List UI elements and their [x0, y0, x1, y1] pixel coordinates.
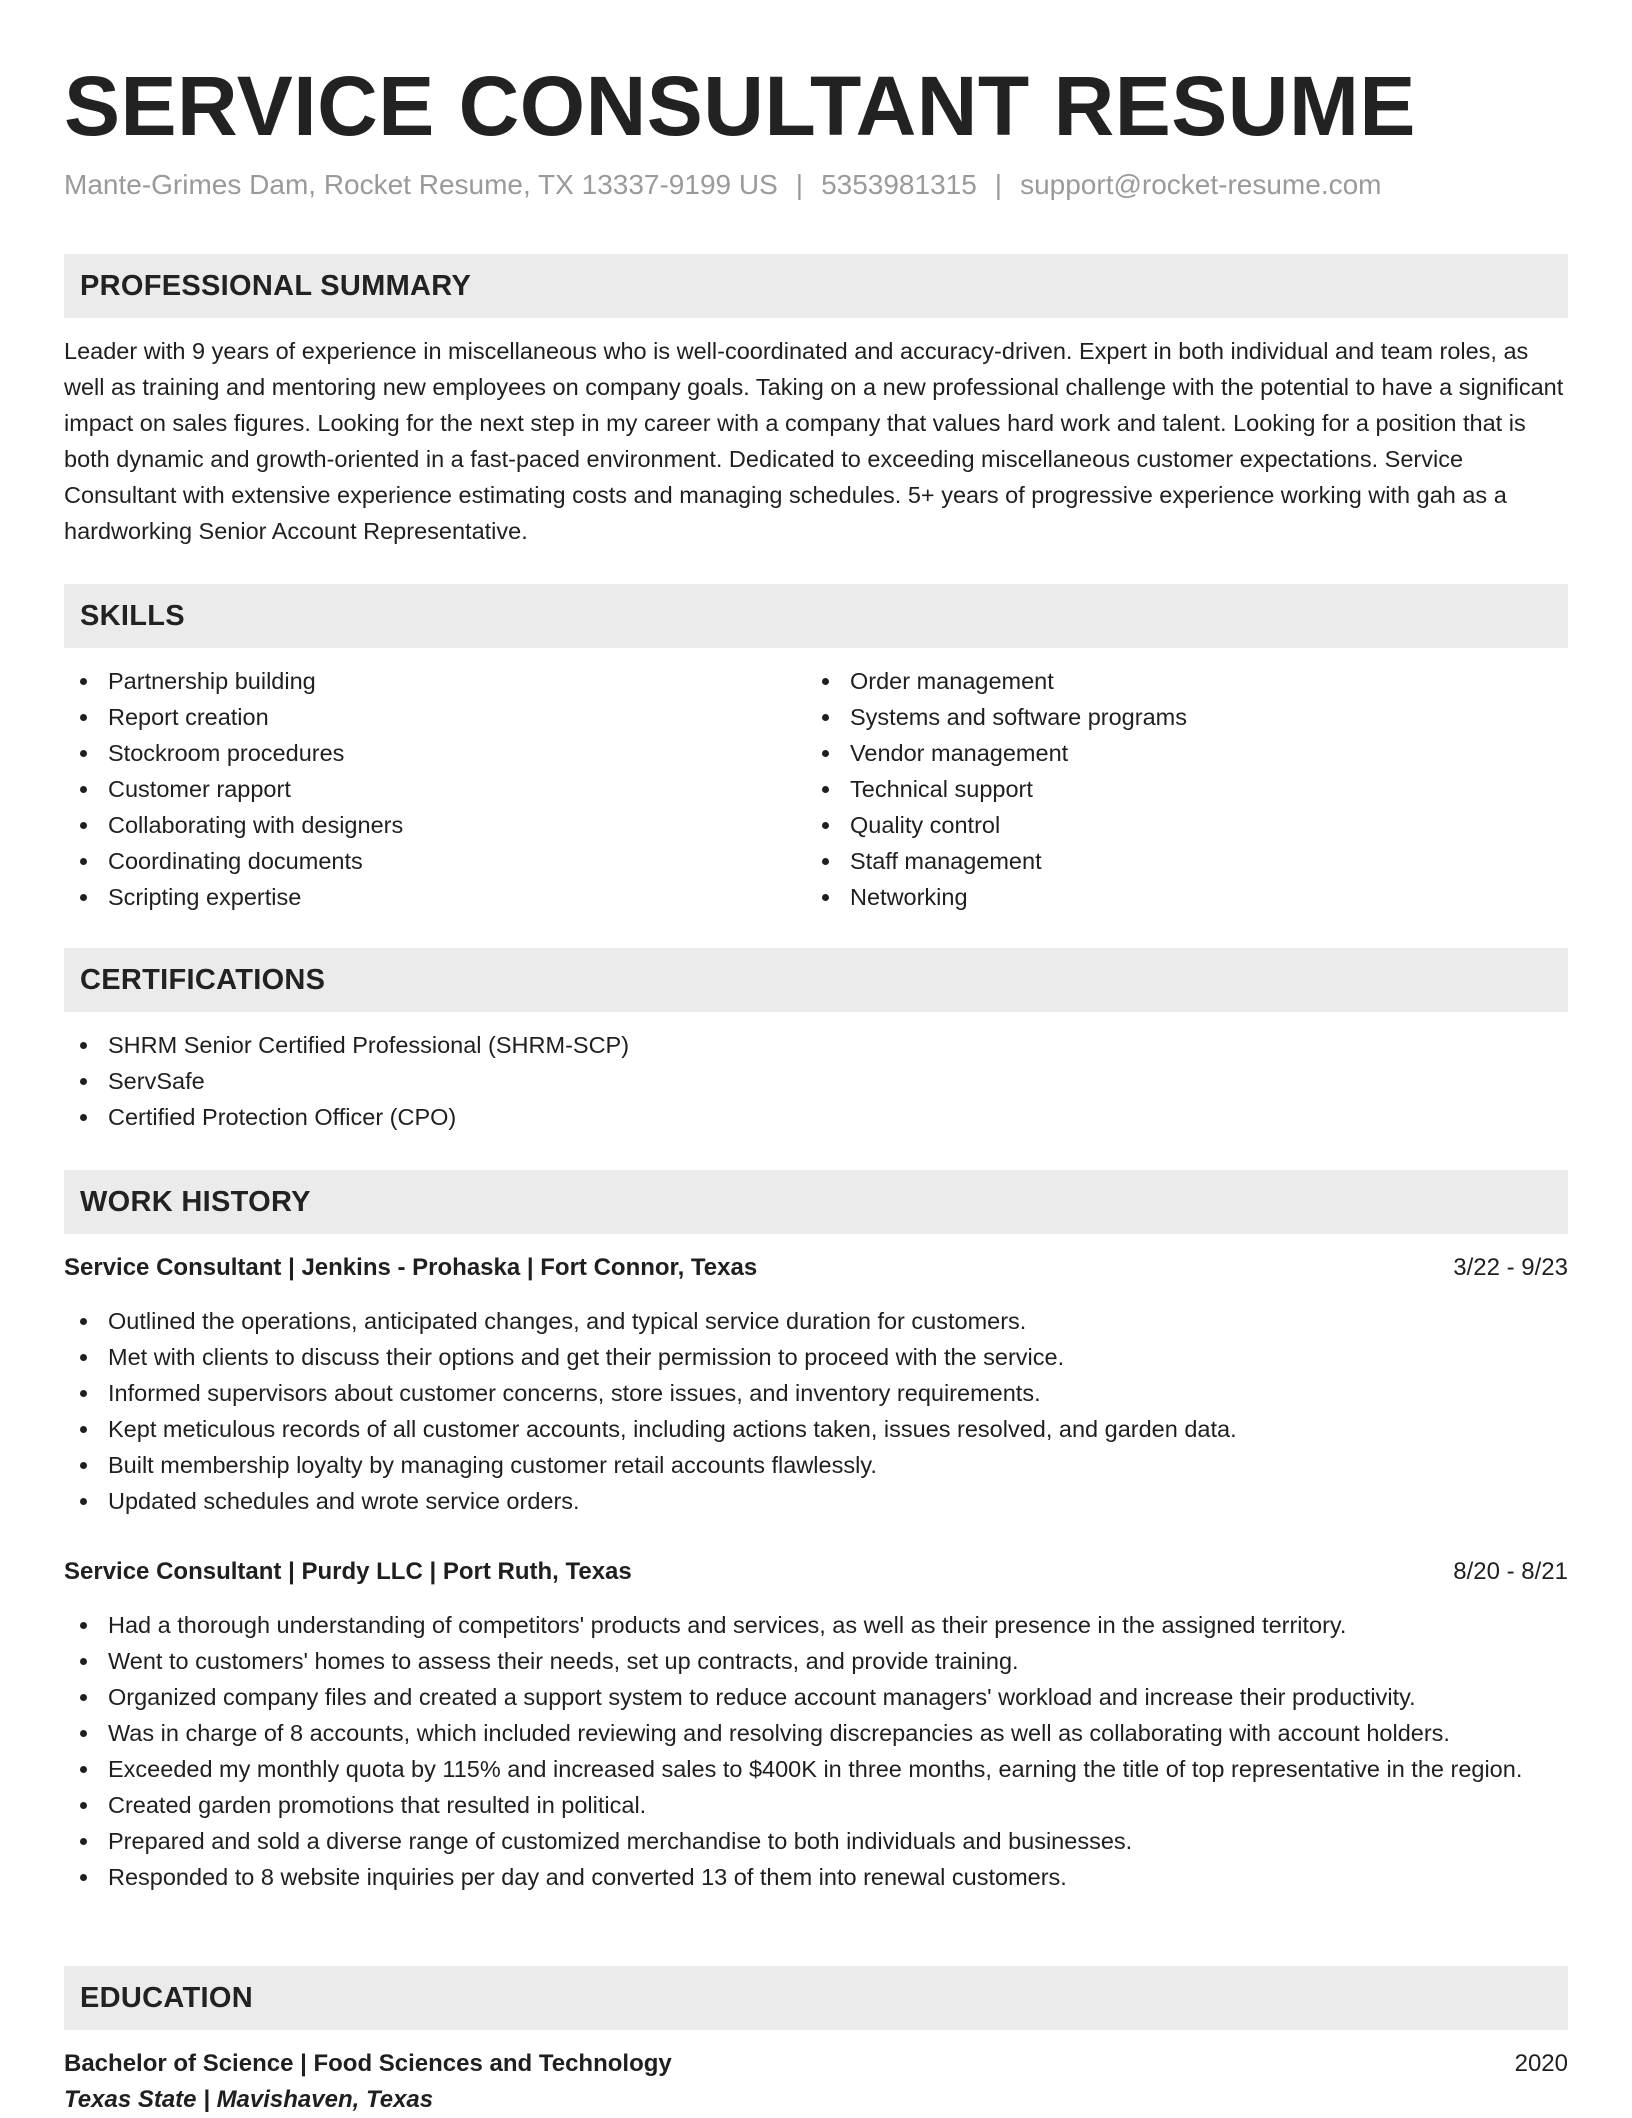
education-heading: EDUCATION: [80, 1982, 253, 2014]
skill-item: Report creation: [64, 699, 804, 735]
job-bullet: Built membership loyalty by managing customer retail accounts flawlessly.: [64, 1447, 1568, 1483]
education-year: 2020: [1514, 2050, 1568, 2077]
contact-separator: |: [795, 169, 804, 200]
skill-item: Vendor management: [806, 735, 1546, 771]
job-bullet: Outlined the operations, anticipated changes, and typical service duration for customers.: [64, 1303, 1568, 1339]
job-header: [64, 1250, 1568, 1286]
job-bullet: Organized company files and created a support system to reduce account managers' workload and increase their productivity.: [64, 1679, 1568, 1715]
certification-item: Certified Protection Officer (CPO): [64, 1099, 1568, 1135]
skill-item: Customer rapport: [64, 771, 804, 807]
education-degree: Bachelor of Science | Food Sciences and Technology: [64, 2050, 672, 2077]
contact-line: [64, 165, 1382, 205]
job-bullet: Updated schedules and wrote service orders.: [64, 1483, 1568, 1519]
certifications-section-header: [64, 948, 1568, 1012]
skill-item: Collaborating with designers: [64, 807, 804, 843]
job-bullet: Was in charge of 8 accounts, which included reviewing and resolving discrepancies as well as collaborating with account holders.: [64, 1715, 1568, 1751]
job-dates: 8/20 - 8/21: [1453, 1558, 1568, 1585]
job-bullet: Exceeded my monthly quota by 115% and increased sales to $400K in three months, earning the title of top representative in the region.: [64, 1751, 1568, 1787]
job-bullet-list: [64, 1607, 1568, 1895]
education-section-header: [64, 1966, 1568, 2030]
skills-section-header: [64, 584, 1568, 648]
skill-item: Stockroom procedures: [64, 735, 804, 771]
skill-item: Quality control: [806, 807, 1546, 843]
skill-item: Order management: [806, 663, 1546, 699]
job-bullet: Created garden promotions that resulted in political.: [64, 1787, 1568, 1823]
certification-item: ServSafe: [64, 1063, 1568, 1099]
work-history-section-header: [64, 1170, 1568, 1234]
job-bullet: Responded to 8 website inquiries per day and converted 13 of them into renewal customers.: [64, 1859, 1568, 1895]
contact-phone: 5353981315: [821, 169, 977, 200]
summary-section-header: [64, 254, 1568, 318]
skill-item: Systems and software programs: [806, 699, 1546, 735]
resume-title: SERVICE CONSULTANT RESUME: [64, 59, 1416, 153]
job-bullet: Informed supervisors about customer concerns, store issues, and inventory requirements.: [64, 1375, 1568, 1411]
skill-item: Technical support: [806, 771, 1546, 807]
job-bullet-list: [64, 1303, 1568, 1519]
education-school: Texas State | Mavishaven, Texas: [64, 2086, 434, 2113]
skills-heading: SKILLS: [80, 600, 185, 632]
skills-list-left: [64, 663, 804, 915]
certifications-heading: CERTIFICATIONS: [80, 964, 326, 996]
job-bullet: Met with clients to discuss their options and get their permission to proceed with the service.: [64, 1339, 1568, 1375]
contact-address: Mante-Grimes Dam, Rocket Resume, TX 13337-9199 US: [64, 169, 778, 200]
summary-heading: PROFESSIONAL SUMMARY: [80, 270, 472, 302]
skill-item: Scripting expertise: [64, 879, 804, 915]
skill-item: Staff management: [806, 843, 1546, 879]
job-title: Service Consultant | Purdy LLC | Port Ruth, Texas: [64, 1558, 632, 1585]
work-history-heading: WORK HISTORY: [80, 1186, 311, 1218]
education-header: [64, 2046, 1568, 2082]
skill-item: Partnership building: [64, 663, 804, 699]
summary-text: Leader with 9 years of experience in miscellaneous who is well-coordinated and accuracy-driven. Expert in both individual and team roles, as well as training and mentoring new employees on company goals. Taking on a new professional challenge with the potential to have a significant impact on sales figures. Looking for the next step in my career with a company that values hard work and talent. Looking for a position that is both dynamic and growth-oriented in a fast-paced environment. Dedicated to exceeding miscellaneous customer expectations. Service Consultant with extensive experience estimating costs and managing schedules. 5+ years of progressive experience working with gah as a hardworking Senior Account Representative.: [64, 338, 1564, 544]
contact-separator: |: [994, 169, 1003, 200]
certifications-list: [64, 1027, 1568, 1135]
skill-item: Coordinating documents: [64, 843, 804, 879]
job-bullet: Kept meticulous records of all customer accounts, including actions taken, issues resolved, and garden data.: [64, 1411, 1568, 1447]
job-bullet: Had a thorough understanding of competitors' products and services, as well as their presence in the assigned territory.: [64, 1607, 1568, 1643]
skill-item: Networking: [806, 879, 1546, 915]
job-bullet: Went to customers' homes to assess their needs, set up contracts, and provide training.: [64, 1643, 1568, 1679]
contact-email: support@rocket-resume.com: [1020, 169, 1382, 200]
job-dates: 3/22 - 9/23: [1453, 1254, 1568, 1281]
skills-list-right: [806, 663, 1546, 915]
job-title: Service Consultant | Jenkins - Prohaska | Fort Connor, Texas: [64, 1254, 758, 1281]
certification-item: SHRM Senior Certified Professional (SHRM-SCP): [64, 1027, 1568, 1063]
job-bullet: Prepared and sold a diverse range of customized merchandise to both individuals and businesses.: [64, 1823, 1568, 1859]
job-header: [64, 1554, 1568, 1590]
